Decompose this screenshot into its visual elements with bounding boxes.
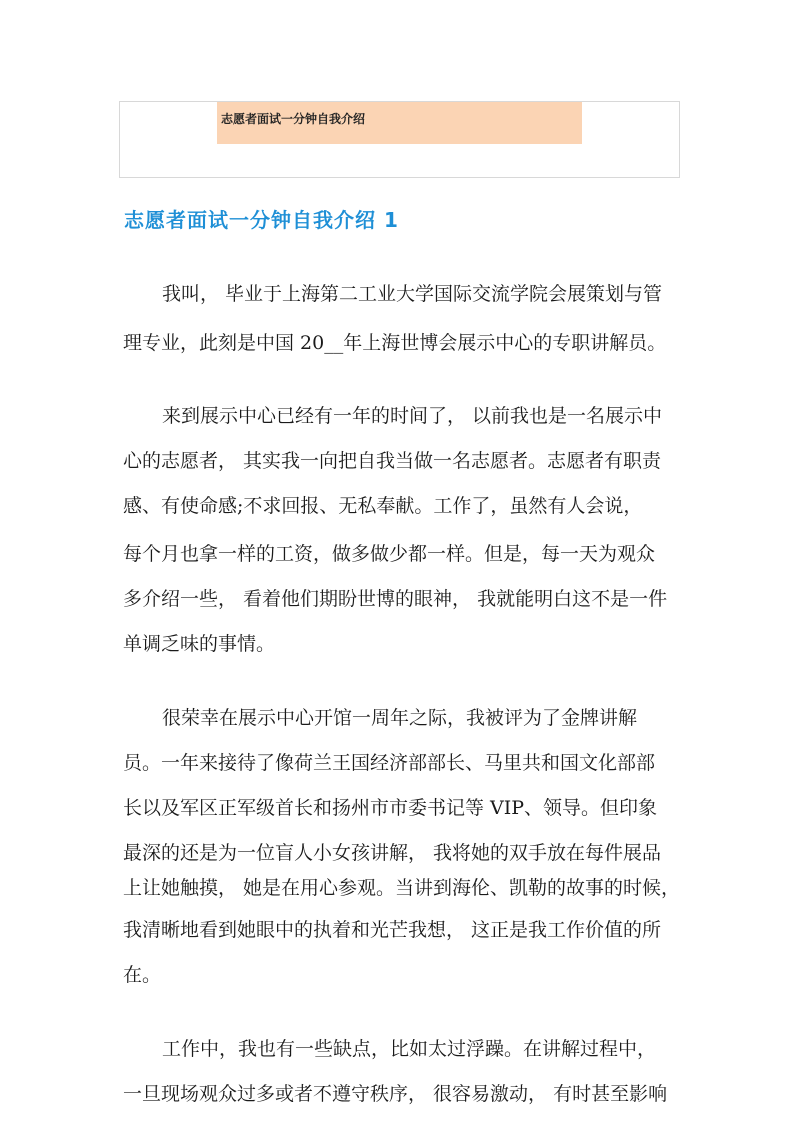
paragraph-line: 心的志愿者， 其实我一向把自我当做一名志愿者。志愿者有职责 xyxy=(123,450,662,472)
paragraph-line: 在。 xyxy=(123,964,162,986)
paragraph-line: 上让她触摸， 她是在用心参观。当讲到海伦、凯勒的故事的时候， xyxy=(123,877,681,899)
paragraph-line: 我清晰地看到她眼中的执着和光芒我想， 这正是我工作价值的所 xyxy=(123,919,662,941)
paragraph-line: 单调乏味的事情。 xyxy=(123,633,276,655)
document-title: 志愿者面试一分钟自我介绍 1 xyxy=(124,208,399,232)
document-header-box xyxy=(119,101,680,178)
paragraph-line: 理专业，此刻是中国 20__年上海世博会展示中心的专职讲解员。 xyxy=(123,332,667,354)
paragraph-line: 感、有使命感;不求回报、无私奉献。工作了，虽然有人会说， xyxy=(123,495,643,517)
paragraph-line: 我叫， 毕业于上海第二工业大学国际交流学院会展策划与管 xyxy=(162,283,663,305)
paragraph-line: 每个月也拿一样的工资，做多做少都一样。但是，每一天为观众 xyxy=(123,543,656,565)
paragraph-line: 来到展示中心已经有一年的时间了， 以前我也是一名展示中 xyxy=(162,405,663,427)
paragraph-line: 员。一年来接待了像荷兰王国经济部部长、马里共和国文化部部 xyxy=(123,752,656,774)
paragraph-line: 最深的还是为一位盲人小女孩讲解， 我将她的双手放在每件展品 xyxy=(123,842,662,864)
paragraph-line: 多介绍一些， 看着他们期盼世博的眼神， 我就能明白这不是一件 xyxy=(123,588,668,610)
header-banner xyxy=(217,102,582,144)
paragraph-line: 很荣幸在展示中心开馆一周年之际，我被评为了金牌讲解 xyxy=(162,707,638,729)
paragraph-line: 长以及军区正军级首长和扬州市市委书记等 VIP、领导。但印象 xyxy=(123,797,658,819)
header-banner-text: 志愿者面试一分钟自我介绍 xyxy=(221,112,366,126)
paragraph-line: 一旦现场观众过多或者不遵守秩序， 很容易激动， 有时甚至影响 xyxy=(123,1083,668,1105)
paragraph-line: 工作中，我也有一些缺点，比如太过浮躁。在讲解过程中， xyxy=(162,1038,657,1060)
